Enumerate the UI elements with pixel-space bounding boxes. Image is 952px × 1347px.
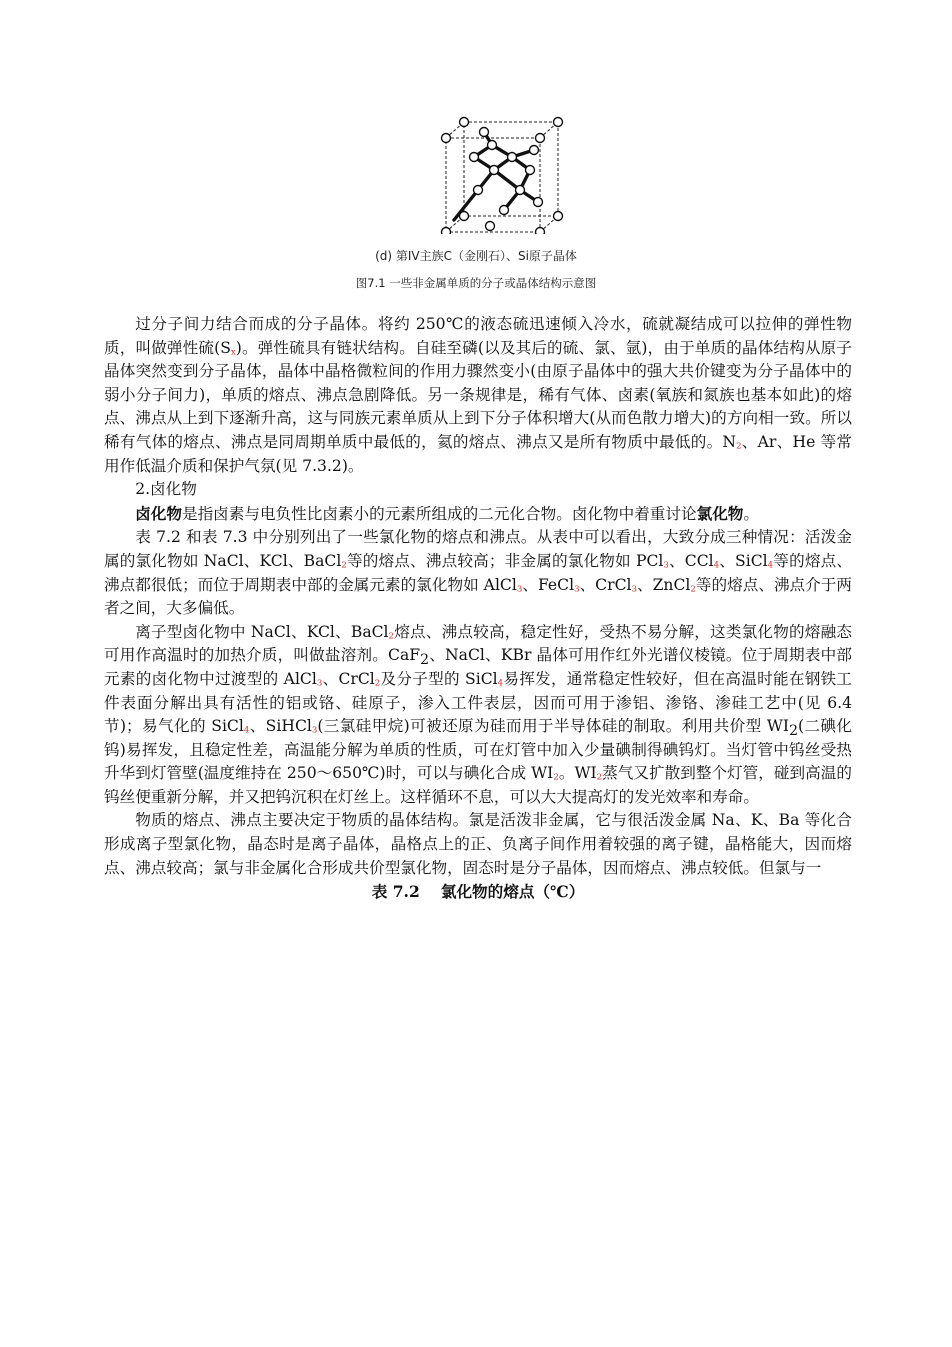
body-text (104, 313, 852, 904)
paragraph-molecular-crystal: 过分子间力结合而成的分子晶体。将约 250℃的液态硫迅速倾入冷水，硫就凝结成可以拉伸的弹性物质，叫做弹性硫$(S_x)$。弹性硫具有链状结构。自硅至磷(以及其后的硫、氯、氩)，由于单质的晶体结构从原子晶体突然变到分子晶体，晶体中晶格微粒间的作用力骤然变小(由原子晶体中的强大共价键变为分子晶体中的弱小分子间力)，单质的熔点、沸点急剧降低。另一条规律是，稀有气体、卤素(氧族和氮族也基本如此)的熔点、沸点从上到下逐渐升高，这与同族元素单质从上到下分子体积增大(从而色散力增大)的方向相一致。所以稀有气体的熔点、沸点是同周期单质中最低的，氦的熔点、沸点又是所有物质中最低的。$N_2$、Ar、He 等常用作低温介质和保护气氛(见 7.3.2)。 (104, 315, 853, 475)
figure-caption: 图7.1 一些非金属单质的分子或晶体结构示意图 (355, 276, 597, 290)
figure-subcaption: (d) 第IV主族C（金刚石）、Si原子晶体 (375, 249, 577, 263)
paragraph-crystal-structure: 物质的熔点、沸点主要决定于物质的晶体结构。氯是活泼非金属，它与很活泼金属 Na、K、Ba 等化合形成离子型氯化物，晶态时是离子晶体，晶格点上的正、负离子间作用着较强的离子键，晶格能大，因而熔点、沸点较高；氯与非金属化合形成共价型氯化物，固态时是分子晶体，因而熔点、沸点较低。但氯与一 (104, 811, 852, 877)
paragraph-chloride-melting-points: 表 7.2 和表 7.3 中分别列出了一些氯化物的熔点和沸点。从表中可以看出，大致分成三种情况：活泼金属的氯化物如 NaCl、KCl、BaCl$_2$等的熔点、沸点较高；非金属的氯化物如 PCl$_3$、CCl$_4$、SiCl$_4$等的熔点、沸点都很低；而位于周期表中部的金属元素的氯化物如 AlCl$_3$、FeCl$_3$、CrCl$_3$、ZnCl$_2$等的熔点、沸点介于两者之间，大多偏低。 (104, 528, 852, 618)
table-title: 表 7.2 氯化物的熔点（℃） (371, 882, 585, 902)
paragraph-halide-definition: 卤化物是指卤素与电负性比卤素小的元素所组成的二元化合物。卤化物中着重讨论氯化物。 (135, 503, 759, 523)
section-heading-halides: 2.卤化物 (135, 480, 197, 499)
paragraph-ionic-halides: 离子型卤化物中 NaCl、KCl、BaCl$_2$熔点、沸点较高，稳定性好，受热不易分解，这类氯化物的熔融态可用作高温时的加热介质，叫做盐溶剂。CaF$_2$、NaCl、KBr 晶体可用作红外光谱仪棱镜。位于周期表中部元素的卤化物中过渡型的 AlCl$_3$、CrCl$_2$及分子型的 SiCl$_4$易挥发，通常稳定性较好，但在高温时能在钢铁工件表面分解出具有活性的铝或铬、硅原子，渗入工件表层，因而可用于渗铝、渗铬、渗硅工艺中(见 6.4 节)；易气化的 SiCl$_4$、SiHCl$_3$(三氯硅甲烷)可被还原为硅而用于半导体硅的制取。利用共价型 $WI_2$(二碘化钨)易挥发，且稳定性差，高温能分解为单质的性质，可在灯管中加入少量碘制得碘钨灯。当灯管中钨丝受热升华到灯管壁(温度维持在 250～650℃)时，可以与碘化合成 $WI_2$。$WI_2$蒸气又扩散到整个灯管，碰到高温的钨丝便重新分解，并又把钨沉积在灯丝上。这样循环不息，可以大大提高灯的发光效率和寿命。 (104, 622, 853, 806)
diamond-crystal-structure-figure (434, 112, 574, 234)
